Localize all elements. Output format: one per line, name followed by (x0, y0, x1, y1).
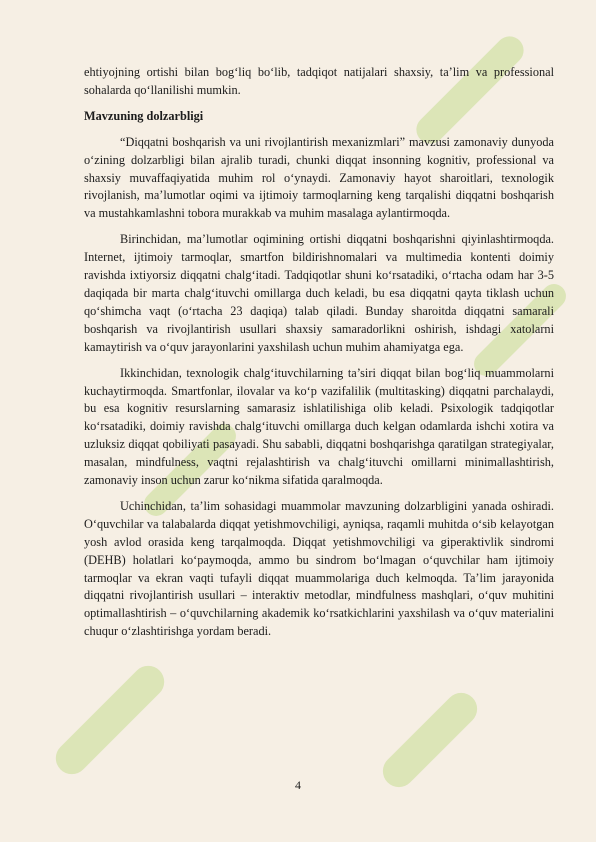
body-paragraph-2: Birinchidan, ma’lumotlar oqimining ortishi diqqatni boshqarishni qiyinlashtirmoqda. Internet, ijtimoiy tarmoqlar, smartfon bildirishnomalari va multimedia kontenti doimiy ravishda ixtiyorsiz diqqatni chalg‘itadi. Tadqiqotlar shuni ko‘rsatadiki, o‘rtacha odam har 3-5 daqiqada bir marta chalg‘ituvchi omillarga duch keladi, bu esa diqqatni qayta tiklash uchun qo‘shimcha vaqt (o‘rtacha 23 daqiqa) talab qiladi. Bunday sharoitda diqqatni samarali boshqarish va rivojlantirish usullari shaxsiy samaradorlikni oshirish, ishdagi xatolarni kamaytirish va o‘quv jarayonlarini yaxshilash uchun muhim ahamiyatga ega. (84, 232, 554, 354)
body-paragraph-3: Ikkinchidan, texnologik chalg‘ituvchilarning ta’siri diqqat bilan bog‘liq muammolarni kuchaytirmoqda. Smartfonlar, ilovalar va ko‘p vazifalilik (multitasking) diqqatni parchalaydi, bu esa kognitiv resurslarning samarasiz ishlatilishiga olib keladi. Psixologik tadqiqotlar ko‘rsatadiki, doimiy ravishda chalg‘ituvchi omillarga duch kelgan odamlarda ishchi xotira va uzluksiz diqqat qobiliyati pasayadi. Shu sababli, diqqatni boshqarishga qaratilgan strategiyalar, masalan, mindfulness, vaqtni rejalashtirish va chalg‘ituvchi omillarni minimallashtirish, zamonaviy inson uchun zarur ko‘nikma sifatida qaralmoqda. (84, 365, 554, 488)
page-number: 4 (295, 778, 301, 792)
document-body (84, 64, 554, 649)
body-paragraph-4: Uchinchidan, ta’lim sohasidagi muammolar mavzuning dolzarbligini yanada oshiradi. O‘quvchilar va talabalarda diqqat yetishmovchiligi, ayniqsa, raqamli muhitda o‘sib kelayotgan yosh avlod orasida keng tarqalmoqda. Diqqat yetishmovchiligi va giperaktivlik sindromi (DEHB) holatlari ko‘paymoqda, ammo bu sindrom bo‘lmagan o‘quvchilar ham ijtimoiy tarmoqlar va ekran vaqti tufayli diqqat muammolariga duch kelmoqda. Ta’lim jarayonida diqqatni rivojlantirish usullari – interaktiv metodlar, mindfulness mashqlari, o‘quv muhitini optimallashtirish – o‘quvchilarning akademik ko‘rsatkichlarini yaxshilash va o‘quv materialini chuqur o‘zlashtirishga yordam beradi. (84, 498, 554, 639)
body-paragraph-1: “Diqqatni boshqarish va uni rivojlantirish mexanizmlari” mavzusi zamonaviy dunyoda o‘zining dolzarbligi bilan ajralib turadi, chunki diqqat insonning kognitiv, professional va shaxsiy muvaffaqiyatida muhim rol o‘ynaydi. Zamonaviy hayot sharoitlari, texnologik rivojlanish, ma’lumotlar oqimi va ijtimoiy tarmoqlarning keng tarqalishi diqqatni boshqarish va mustahkamlashni tobora murakkab va muhim masalaga aylantirmoqda. (84, 134, 554, 221)
intro-paragraph: ehtiyojning ortishi bilan bog‘liq bo‘lib, tadqiqot natijalari shaxsiy, ta’lim va professional sohalarda qo‘llanilishi mumkin. (84, 65, 554, 97)
section-heading: Mavzuning dolzarbligi (84, 108, 204, 123)
